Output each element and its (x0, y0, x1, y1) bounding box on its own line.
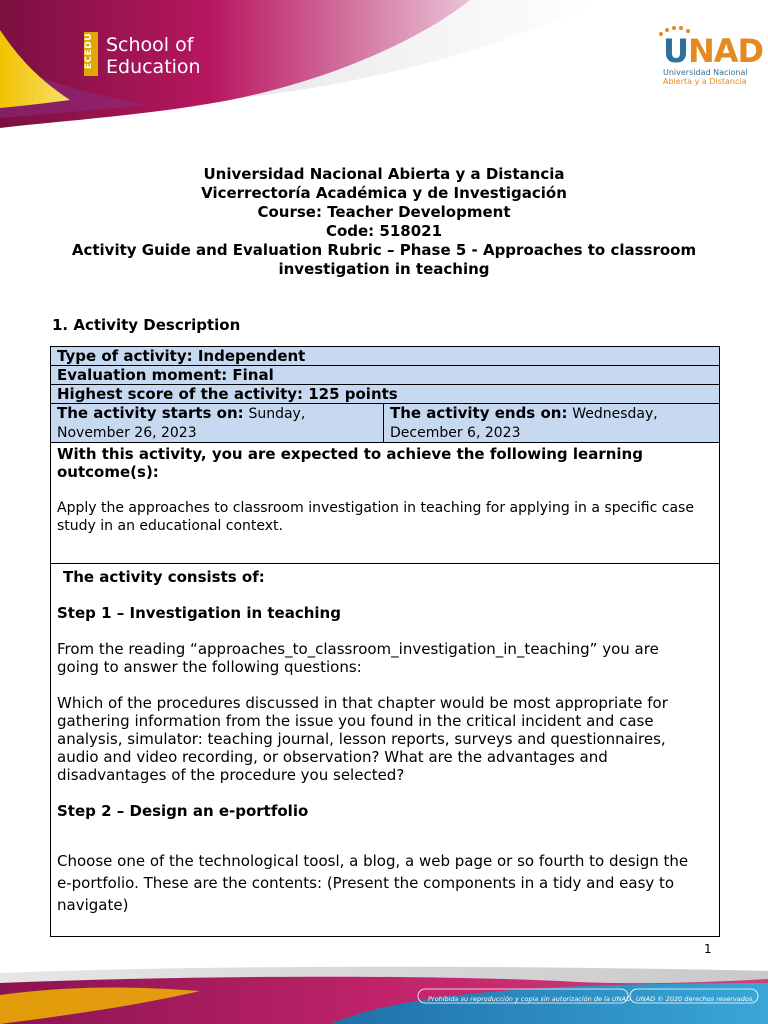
step2-paragraph-line2: e-portfolio. These are the contents: (Present the components in a tidy and easy to (57, 874, 675, 892)
step1-paragraph2-line2: gathering information from the issue you found in the critical incident and case (57, 712, 654, 730)
table-row (51, 443, 720, 564)
learning-outcome-cell (51, 443, 720, 564)
course-name: Course: Teacher Development (257, 203, 511, 221)
table-row (51, 385, 720, 404)
page-footer (0, 965, 768, 1024)
outcome-heading-line-2: outcome(s): (57, 463, 159, 481)
step2-paragraph-line1: Choose one of the technological toosl, a blog, a web page or so fourth to design the (57, 852, 689, 870)
university-name: Universidad Nacional Abierta y a Distancia (203, 165, 565, 183)
start-date-value: November 26, 2023 (57, 425, 197, 441)
step1-paragraph1-line2: going to answer the following questions: (57, 658, 362, 676)
table-row (51, 347, 720, 366)
unad-subtitle-2: Abierta y a Distancia (663, 77, 747, 86)
step1-paragraph1-line1: From the reading “approaches_to_classroom_investigation_in_teaching” you are (57, 640, 659, 658)
activity-content-cell (51, 564, 720, 937)
step1-heading: Step 1 – Investigation in teaching (57, 604, 341, 622)
school-line-2: Education (106, 56, 201, 78)
school-of-education-logo (106, 34, 201, 78)
activity-table (50, 346, 720, 937)
start-date-label: The activity starts on: (57, 404, 244, 422)
end-date-cell (384, 404, 720, 443)
guide-title-line-1: Activity Guide and Evaluation Rubric – Phase 5 - Approaches to classroom (71, 241, 697, 259)
section-heading: 1. Activity Description (52, 316, 241, 334)
unad-subtitle-1: Universidad Nacional (663, 68, 748, 77)
step2-paragraph-line3: navigate) (57, 896, 129, 914)
highest-score-cell: Highest score of the activity: 125 points (51, 385, 720, 404)
guide-title-line-2: investigation in teaching (278, 260, 490, 278)
ecedu-label: ECEDU (84, 32, 95, 70)
outcome-text-line-1: Apply the approaches to classroom investigation in teaching for applying in a specific case (57, 500, 694, 516)
table-row (51, 404, 720, 443)
step1-paragraph2-line5: disadvantages of the procedure you selected? (57, 766, 405, 784)
start-date-weekday: Sunday, (248, 406, 306, 422)
end-date-label: The activity ends on: (390, 404, 568, 422)
document-titles (40, 165, 728, 279)
consists-heading: The activity consists of: (63, 568, 265, 586)
school-line-1: School of (106, 34, 194, 56)
step2-heading: Step 2 – Design an e-portfolio (57, 802, 309, 820)
end-date-weekday: Wednesday, (572, 406, 658, 422)
outcome-text-line-2: study in an educational context. (57, 518, 283, 534)
unad-wordmark: UNAD (663, 32, 764, 70)
start-date-cell (51, 404, 384, 443)
step1-paragraph2-line1: Which of the procedures discussed in that chapter would be most appropriate for (57, 694, 668, 712)
unad-logo (655, 24, 764, 94)
table-row (51, 366, 720, 385)
footer-copyright-notice: Prohibida su reproducción y copia sin autorización de la UNAD. (428, 995, 634, 1003)
page-header (0, 0, 768, 135)
end-date-value: December 6, 2023 (390, 425, 521, 441)
outcome-heading-line-1: With this activity, you are expected to achieve the following learning (57, 445, 643, 463)
step1-paragraph2-line4: audio and video recording, or observation? What are the advantages and (57, 748, 608, 766)
ecedu-tag (84, 32, 98, 76)
course-code: Code: 518021 (325, 222, 443, 240)
footer-rights-notice: UNAD © 2020 derechos reservados. (636, 995, 755, 1003)
page-number: 1 (704, 942, 712, 956)
vice-rectory: Vicerrectoría Académica y de Investigación (201, 184, 567, 202)
step1-paragraph2-line3: analysis, simulator: teaching journal, lesson reports, surveys and questionnaires, (57, 730, 666, 748)
table-row (51, 564, 720, 937)
type-of-activity-cell: Type of activity: Independent (51, 347, 720, 366)
evaluation-moment-cell: Evaluation moment: Final (51, 366, 720, 385)
